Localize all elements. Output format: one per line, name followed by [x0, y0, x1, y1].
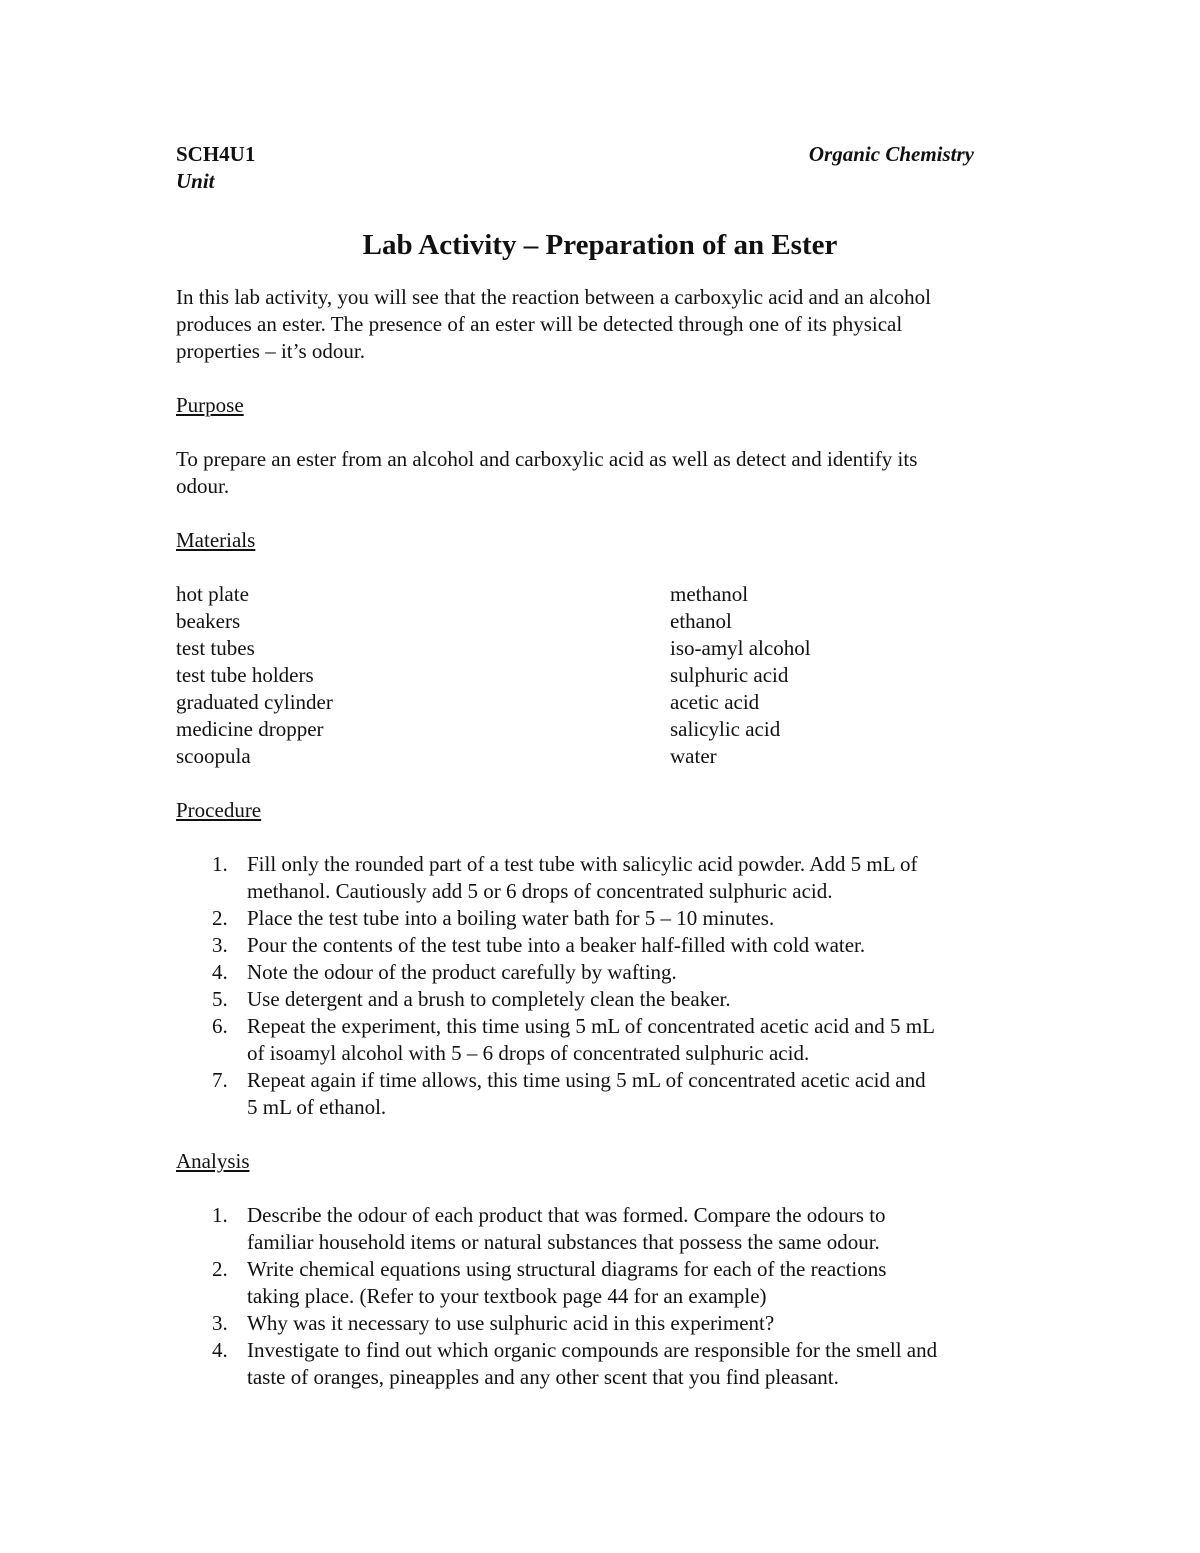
question-line: Investigate to find out which organic compounds are responsible for the smell and	[247, 1338, 938, 1362]
procedure-step	[212, 932, 1036, 959]
question-line: taste of oranges, pineapples and any other scent that you find pleasant.	[247, 1365, 839, 1389]
question-number: 4.	[212, 1338, 228, 1362]
analysis-question	[212, 1202, 1036, 1256]
materials-equipment-column	[176, 581, 670, 770]
step-line: Place the test tube into a boiling water bath for 5 – 10 minutes.	[247, 906, 775, 930]
analysis-heading: Analysis	[176, 1149, 250, 1173]
step-number: 2.	[212, 906, 228, 930]
step-number: 4.	[212, 960, 228, 984]
intro-line: In this lab activity, you will see that the reaction between a carboxylic acid and an alcohol	[176, 285, 931, 309]
material-item: water	[670, 744, 717, 768]
step-line: Pour the contents of the test tube into a beaker half-filled with cold water.	[247, 933, 866, 957]
question-line: Describe the odour of each product that was formed. Compare the odours to	[247, 1203, 886, 1227]
step-number: 1.	[212, 852, 228, 876]
material-item: test tube holders	[176, 663, 314, 687]
document-body	[176, 141, 1036, 1391]
course-code: SCH4U1	[176, 142, 256, 166]
material-item: test tubes	[176, 636, 255, 660]
question-line: Why was it necessary to use sulphuric acid in this experiment?	[247, 1311, 775, 1335]
procedure-step	[212, 986, 1036, 1013]
material-item: sulphuric acid	[670, 663, 789, 687]
materials-heading: Materials	[176, 528, 256, 552]
step-number: 5.	[212, 987, 228, 1011]
material-item: scoopula	[176, 744, 251, 768]
question-number: 2.	[212, 1257, 228, 1281]
purpose-paragraph	[176, 446, 1036, 500]
step-line: Use detergent and a brush to completely clean the beaker.	[247, 987, 731, 1011]
step-number: 3.	[212, 933, 228, 957]
material-item: hot plate	[176, 582, 249, 606]
purpose-line: To prepare an ester from an alcohol and carboxylic acid as well as detect and identify its	[176, 447, 918, 471]
intro-line: produces an ester. The presence of an ester will be detected through one of its physical	[176, 312, 903, 336]
materials-chemicals-column	[670, 581, 811, 770]
analysis-question	[212, 1337, 1036, 1391]
procedure-step	[212, 905, 1036, 932]
analysis-question	[212, 1310, 1036, 1337]
question-line: Write chemical equations using structural diagrams for each of the reactions	[247, 1257, 887, 1281]
intro-paragraph	[176, 284, 1036, 365]
procedure-step	[212, 1013, 1036, 1067]
procedure-step	[212, 1067, 1036, 1121]
material-item: acetic acid	[670, 690, 760, 714]
step-number: 7.	[212, 1068, 228, 1092]
procedure-list	[176, 851, 1036, 1121]
materials-list	[176, 581, 1036, 770]
step-line: 5 mL of ethanol.	[247, 1095, 387, 1119]
procedure-heading: Procedure	[176, 798, 262, 822]
analysis-question	[212, 1256, 1036, 1310]
material-item: ethanol	[670, 609, 732, 633]
material-item: methanol	[670, 582, 749, 606]
step-line: Fill only the rounded part of a test tube with salicylic acid powder. Add 5 mL of	[247, 852, 918, 876]
question-line: familiar household items or natural substances that possess the same odour.	[247, 1230, 880, 1254]
document-header	[176, 141, 1036, 168]
step-line: Note the odour of the product carefully by wafting.	[247, 960, 677, 984]
step-line: Repeat again if time allows, this time using 5 mL of concentrated acetic acid and	[247, 1068, 926, 1092]
question-line: taking place. (Refer to your textbook page 44 for an example)	[247, 1284, 767, 1308]
step-line: of isoamyl alcohol with 5 – 6 drops of concentrated sulphuric acid.	[247, 1041, 810, 1065]
question-number: 1.	[212, 1203, 228, 1227]
material-item: beakers	[176, 609, 241, 633]
question-number: 3.	[212, 1311, 228, 1335]
procedure-step	[212, 851, 1036, 905]
step-line: Repeat the experiment, this time using 5 mL of concentrated acetic acid and 5 mL	[247, 1014, 935, 1038]
page-title: Lab Activity – Preparation of an Ester	[362, 229, 838, 261]
step-number: 6.	[212, 1014, 228, 1038]
material-item: iso-amyl alcohol	[670, 636, 811, 660]
procedure-step	[212, 959, 1036, 986]
material-item: salicylic acid	[670, 717, 781, 741]
material-item: graduated cylinder	[176, 690, 333, 714]
intro-line: properties – it’s odour.	[176, 339, 365, 363]
material-item: medicine dropper	[176, 717, 324, 741]
analysis-list	[176, 1202, 1036, 1391]
unit-name: Organic Chemistry	[808, 142, 974, 166]
purpose-heading: Purpose	[176, 393, 244, 417]
unit-label: Unit	[176, 169, 215, 193]
step-line: methanol. Cautiously add 5 or 6 drops of concentrated sulphuric acid.	[247, 879, 833, 903]
purpose-line: odour.	[176, 474, 230, 498]
